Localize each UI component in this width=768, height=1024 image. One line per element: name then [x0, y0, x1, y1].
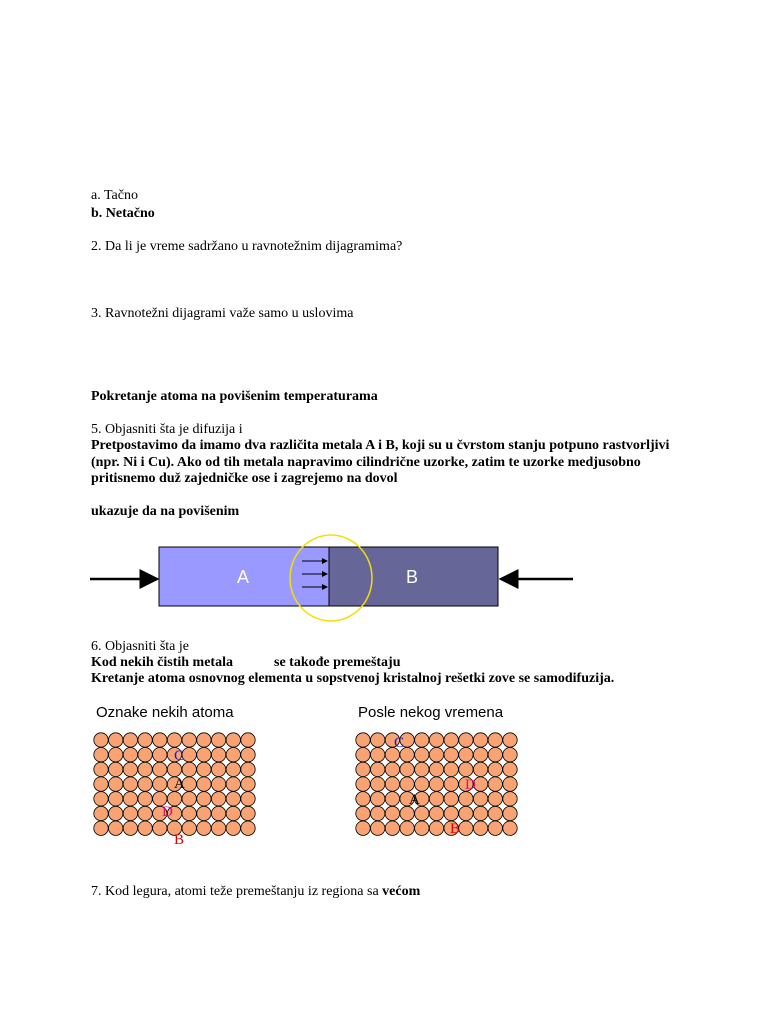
metal-a-label: A: [236, 567, 250, 587]
atom: [503, 777, 517, 791]
question-3: 3. Ravnotežni dijagrami važe samo u uslovima: [91, 306, 354, 321]
atom: [226, 733, 240, 747]
atom: [182, 821, 196, 835]
atom-label-a: A: [174, 776, 185, 792]
paragraph-line-3: pritisnemo duž zajedničke ose i zagrejemo na dovol: [91, 471, 398, 486]
atom: [400, 777, 414, 791]
atom: [356, 806, 370, 820]
atom: [226, 806, 240, 820]
atom: [241, 806, 255, 820]
atom: [123, 762, 137, 776]
atom: [473, 762, 487, 776]
atom: [415, 821, 429, 835]
atom: [241, 748, 255, 762]
question-2: 2. Da li je vreme sadržano u ravnotežnim dijagramima?: [91, 239, 403, 254]
atom: [488, 806, 502, 820]
atom-label-d: D: [162, 804, 173, 820]
atom: [371, 806, 385, 820]
atom: [385, 792, 399, 806]
atom: [109, 821, 123, 835]
atom: [153, 733, 167, 747]
atom: [109, 762, 123, 776]
question-7-bold: većom: [382, 884, 421, 899]
atom: [138, 762, 152, 776]
atom: [138, 792, 152, 806]
atom: [197, 777, 211, 791]
atom: [429, 777, 443, 791]
question-7: [91, 883, 420, 900]
atom-label-c: C: [174, 748, 185, 764]
atom: [473, 821, 487, 835]
atom: [94, 792, 108, 806]
atom: [226, 777, 240, 791]
atom: [211, 748, 225, 762]
atom: [444, 792, 458, 806]
atom: [123, 777, 137, 791]
atom: [109, 777, 123, 791]
atom: [138, 821, 152, 835]
atom: [385, 777, 399, 791]
atom: [444, 748, 458, 762]
section-heading: Pokretanje atoma na povišenim temperaturama: [91, 389, 378, 404]
atom: [123, 821, 137, 835]
atom: [473, 806, 487, 820]
atom: [371, 821, 385, 835]
atom: [459, 821, 473, 835]
atom: [503, 733, 517, 747]
atom: [488, 792, 502, 806]
atom: [94, 777, 108, 791]
answer-b: b. Netačno: [91, 206, 155, 221]
atom: [400, 821, 414, 835]
atom: [153, 762, 167, 776]
atom: [356, 792, 370, 806]
atom: [241, 821, 255, 835]
atom: [473, 748, 487, 762]
atom: [211, 821, 225, 835]
atom: [429, 733, 443, 747]
atom: [371, 792, 385, 806]
left-lattice-caption: Oznake nekih atoma: [96, 704, 234, 721]
atom: [415, 762, 429, 776]
atom: [400, 762, 414, 776]
atom: [371, 762, 385, 776]
metal-b-label: B: [405, 567, 419, 587]
atom: [241, 733, 255, 747]
atom: [371, 733, 385, 747]
atom: [385, 821, 399, 835]
atom-label-d: D: [465, 777, 476, 793]
atom-label-b: B: [450, 821, 461, 837]
atom: [459, 748, 473, 762]
atom: [153, 777, 167, 791]
atom: [109, 792, 123, 806]
atom: [211, 806, 225, 820]
atom: [429, 806, 443, 820]
samodifuzija-text: Kretanje atoma osnovnog elementa u sopstvenoj kristalnoj rešetki zove se samodifuzija.: [91, 671, 615, 686]
question-6: 6. Objasniti šta je: [91, 639, 189, 654]
question-5: 5. Objasniti šta je difuzija i: [91, 422, 243, 437]
atom: [444, 806, 458, 820]
atom: [182, 733, 196, 747]
atom: [429, 821, 443, 835]
atom: [415, 806, 429, 820]
atom: [415, 748, 429, 762]
atom: [123, 806, 137, 820]
atom: [503, 806, 517, 820]
atom: [444, 762, 458, 776]
atom: [138, 748, 152, 762]
atom: [444, 733, 458, 747]
atom: [182, 748, 196, 762]
atom: [371, 777, 385, 791]
kod-nekih-text: Kod nekih čistih metala: [91, 655, 233, 670]
atom: [197, 792, 211, 806]
atom: [197, 762, 211, 776]
atom: [226, 762, 240, 776]
atom: [503, 792, 517, 806]
atom: [94, 733, 108, 747]
atom: [123, 792, 137, 806]
atom: [94, 748, 108, 762]
atom: [167, 733, 181, 747]
premestaju-text: se takođe premeštaju: [274, 655, 401, 670]
atom: [356, 821, 370, 835]
atom: [488, 733, 502, 747]
atom: [211, 762, 225, 776]
atom: [488, 748, 502, 762]
atom: [211, 777, 225, 791]
atom: [488, 821, 502, 835]
atom: [182, 762, 196, 776]
atom: [241, 777, 255, 791]
atom: [226, 821, 240, 835]
atom: [459, 733, 473, 747]
atom: [138, 733, 152, 747]
atom: [356, 777, 370, 791]
atom: [123, 748, 137, 762]
atom: [197, 806, 211, 820]
atom: [371, 748, 385, 762]
atom: [241, 762, 255, 776]
paragraph-line-1: Pretpostavimo da imamo dva različita metala A i B, koji su u čvrstom stanju potpuno rastvorljivi: [91, 438, 670, 453]
atom: [123, 733, 137, 747]
atom: [415, 733, 429, 747]
atom: [503, 748, 517, 762]
atom-label-b: B: [174, 832, 185, 848]
atom: [153, 748, 167, 762]
atom: [473, 792, 487, 806]
atom: [94, 806, 108, 820]
atom: [385, 806, 399, 820]
atom: [400, 806, 414, 820]
atom: [473, 733, 487, 747]
atom: [109, 733, 123, 747]
atom: [182, 806, 196, 820]
atom: [211, 733, 225, 747]
atom-label-a: A: [409, 792, 420, 808]
left-atom-lattice: [90, 730, 260, 850]
atom: [226, 748, 240, 762]
atom: [429, 792, 443, 806]
atom: [226, 792, 240, 806]
atom: [197, 733, 211, 747]
right-atom-lattice: [352, 730, 522, 850]
paragraph-line-2: (npr. Ni i Cu). Ako od tih metala napravimo cilindrične uzorke, zatim te uzorke medjusobno: [91, 455, 641, 470]
atom: [153, 821, 167, 835]
atom: [503, 762, 517, 776]
atom: [459, 806, 473, 820]
atom: [182, 792, 196, 806]
atom: [241, 792, 255, 806]
atom: [94, 762, 108, 776]
right-lattice-caption: Posle nekog vremena: [358, 704, 504, 721]
atom: [429, 748, 443, 762]
diffusion-diagram: [0, 530, 768, 630]
atom: [109, 806, 123, 820]
paragraph-line-4: ukazuje da na povišenim: [91, 504, 240, 519]
atom: [197, 821, 211, 835]
atom: [211, 792, 225, 806]
atom: [429, 762, 443, 776]
atom: [488, 777, 502, 791]
atom: [503, 821, 517, 835]
atom: [488, 762, 502, 776]
atom: [356, 733, 370, 747]
atom: [356, 748, 370, 762]
atom: [415, 777, 429, 791]
atom: [459, 762, 473, 776]
atom: [167, 762, 181, 776]
question-7-text: 7. Kod legura, atomi teže premeštanju iz regiona sa: [91, 884, 379, 899]
atom: [459, 792, 473, 806]
atom: [109, 748, 123, 762]
atom-label-c: C: [394, 735, 405, 751]
atom: [444, 777, 458, 791]
atom: [197, 748, 211, 762]
answer-a: a. Tačno: [91, 188, 138, 203]
atom: [385, 762, 399, 776]
atom: [356, 762, 370, 776]
atom: [94, 821, 108, 835]
atom: [138, 777, 152, 791]
atom: [138, 806, 152, 820]
